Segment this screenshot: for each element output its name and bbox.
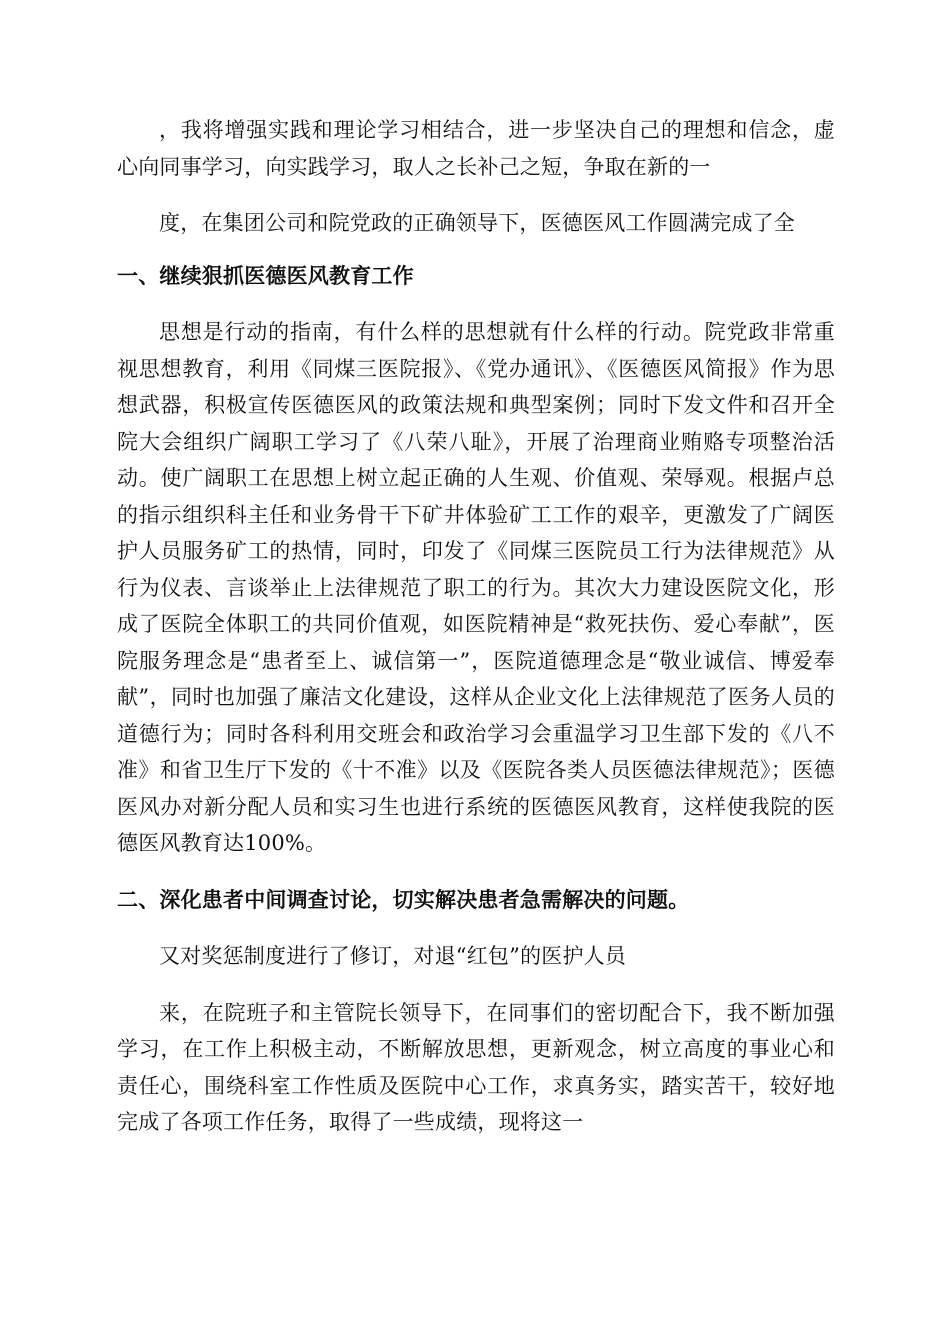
paragraph-1: ，我将增强实践和理论学习相结合，进一步坚决自己的理想和信念，虚心向同事学习，向实践学习，取人之长补己之短，争取在新的一 [117,118,835,179]
section-heading-2: 二、深化患者中间调查讨论，切实解决患者急需解决的问题。 [117,886,690,912]
paragraph-5: 来，在院班子和主管院长领导下，在同事们的密切配合下，我不断加强学习，在工作上积极主动，不断解放思想，更新观念，树立高度的事业心和责任心，围绕科室工作性质及医院中心工作，求真务实，踏实苦干，较好地完成了各项工作任务，取得了一些成绩，现将这一 [117,1000,835,1134]
paragraph-3: 思想是行动的指南，有什么样的思想就有什么样的行动。院党政非常重视思想教育，利用《同煤三医院报》、《党办通讯》、《医德医风简报》作为思想武器，积极宣传医德医风的政策法规和典型案例；同时下发文件和召开全院大会组织广阔职工学习了《八荣八耻》，开展了治理商业贿赂专项整治活动。使广阔职工在思想上树立起正确的人生观、价值观、荣辱观。根据卢总的指示组织科主任和业务骨干下矿井体验矿工工作的艰辛，更激发了广阔医护人员服务矿工的热情，同时，印发了《同煤三医院员工行为法律规范》从行为仪表、言谈举止上法律规范了职工的行为。其次大力建设医院文化，形成了医院全体职工的共同价值观，如医院精神是“救死扶伤、爱心奉献”，医院服务理念是“患者至上、诚信第一”，医院道德理念是“敬业诚信、博爱奉献”，同时也加强了廉洁文化建设，这样从企业文化上法律规范了医务人员的道德行为；同时各科利用交班会和政治学习会重温学习卫生部下发的《八不准》和省卫生厅下发的《十不准》以及《医院各类人员医德法律规范》；医德医风办对新分配人员和实习生也进行系统的医德医风教育，这样使我院的医德医风教育达100%。 [117,320,835,855]
document-body [117,112,835,1141]
section-heading-1: 一、继续狠抓医德医风教育工作 [117,262,414,288]
paragraph-4: 又对奖惩制度进行了修订，对退“红包”的医护人员 [159,944,627,968]
paragraph-2: 度，在集团公司和院党政的正确领导下，医德医风工作圆满完成了全 [159,211,795,235]
